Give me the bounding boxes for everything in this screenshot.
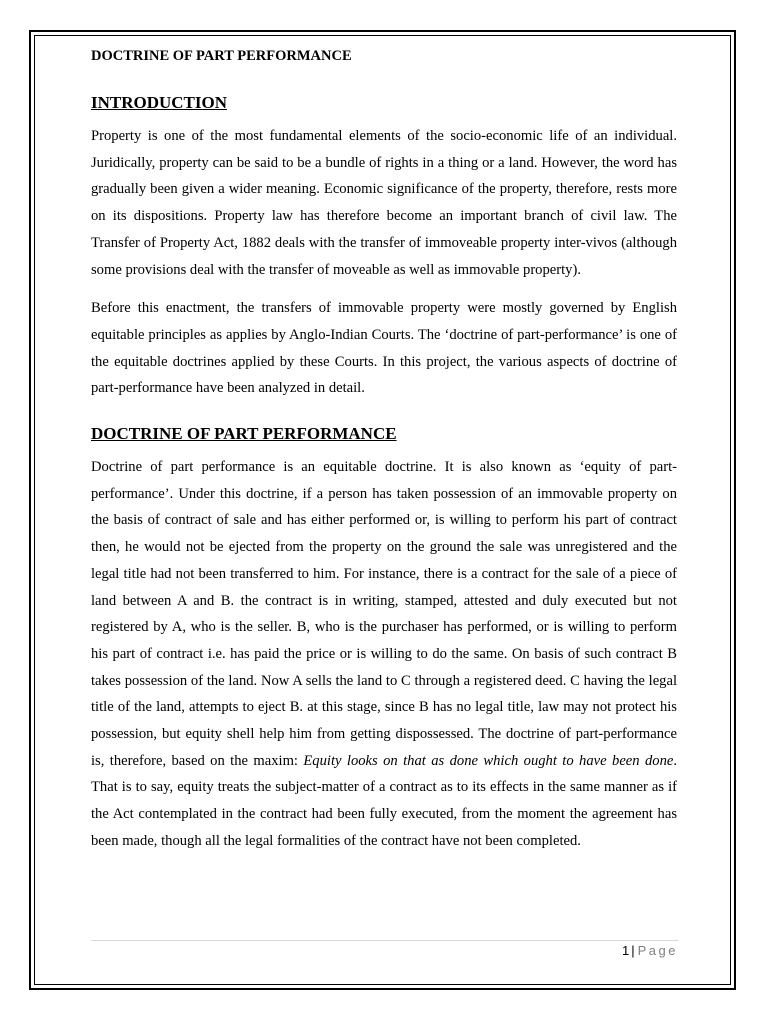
footer-divider	[91, 940, 678, 941]
section-heading-introduction: INTRODUCTION	[91, 93, 228, 112]
introduction-paragraph-1: Property is one of the most fundamental elements of the socio-economic life of an individual. Juridically, property can be said to be a bundle of rights in a thing or a land. However, the word has gradually been given a wider meaning. Economic significance of the property, therefore, rests more on its dispositions. Property law has therefore become an important branch of civil law. The Transfer of Property Act, 1882 deals with the transfer of immoveable property inter-vivos (although some provisions deal with the transfer of moveable as well as immovable property).	[91, 128, 677, 278]
footer-separator: |	[631, 943, 635, 958]
section-heading-doctrine: DOCTRINE OF PART PERFORMANCE	[91, 424, 397, 444]
doctrine-text-before-maxim: Doctrine of part performance is an equitable doctrine. It is also known as ‘equity of part-performance’. Under this doctrine, if a person has taken possession of an immovable property on the basis of contract of sale and has either performed or, is willing to perform his part of contract then, he would not be ejected from the property on the ground the sale was unregistered and the legal title had not been transferred to him. For instance, there is a contract for the sale of a piece of land between A and B. the contract is in writing, stamped, attested and duly executed but not registered by A, who is the seller. B, who is the purchaser has performed, or is willing to perform his part of contract i.e. has paid the price or is willing to do the same. On basis of such contract B takes possession of the land. Now A sells the land to C through a registered deed. C having the legal title of the land, attempts to eject B. at this stage, since B has no legal title, law may not protect his possession, but equity shell help him from getting dispossessed. The doctrine of part-performance is, therefore, based on the maxim:	[91, 459, 677, 769]
page-footer	[622, 943, 678, 959]
page-number: 1	[622, 943, 630, 958]
document-title: DOCTRINE OF PART PERFORMANCE	[91, 48, 352, 64]
equity-maxim: Equity looks on that as done which ought to have been done	[303, 752, 674, 769]
document-body	[91, 46, 677, 855]
doctrine-paragraph	[91, 454, 677, 855]
doctrine-text-after-maxim: . That is to say, equity treats the subject-matter of a contract as to its effects in the same manner as if the Act contemplated in the contract had been fully executed, from the moment the agreement has been made, though all the legal formalities of the contract have not been completed.	[91, 752, 678, 849]
introduction-paragraph-2: Before this enactment, the transfers of immovable property were mostly governed by English equitable principles as applies by Anglo-Indian Courts. The ‘doctrine of part-performance’ is one of the equitable doctrines applied by these Courts. In this project, the various aspects of doctrine of part-performance have been analyzed in detail.	[91, 300, 677, 397]
page-label: Page	[637, 943, 678, 958]
